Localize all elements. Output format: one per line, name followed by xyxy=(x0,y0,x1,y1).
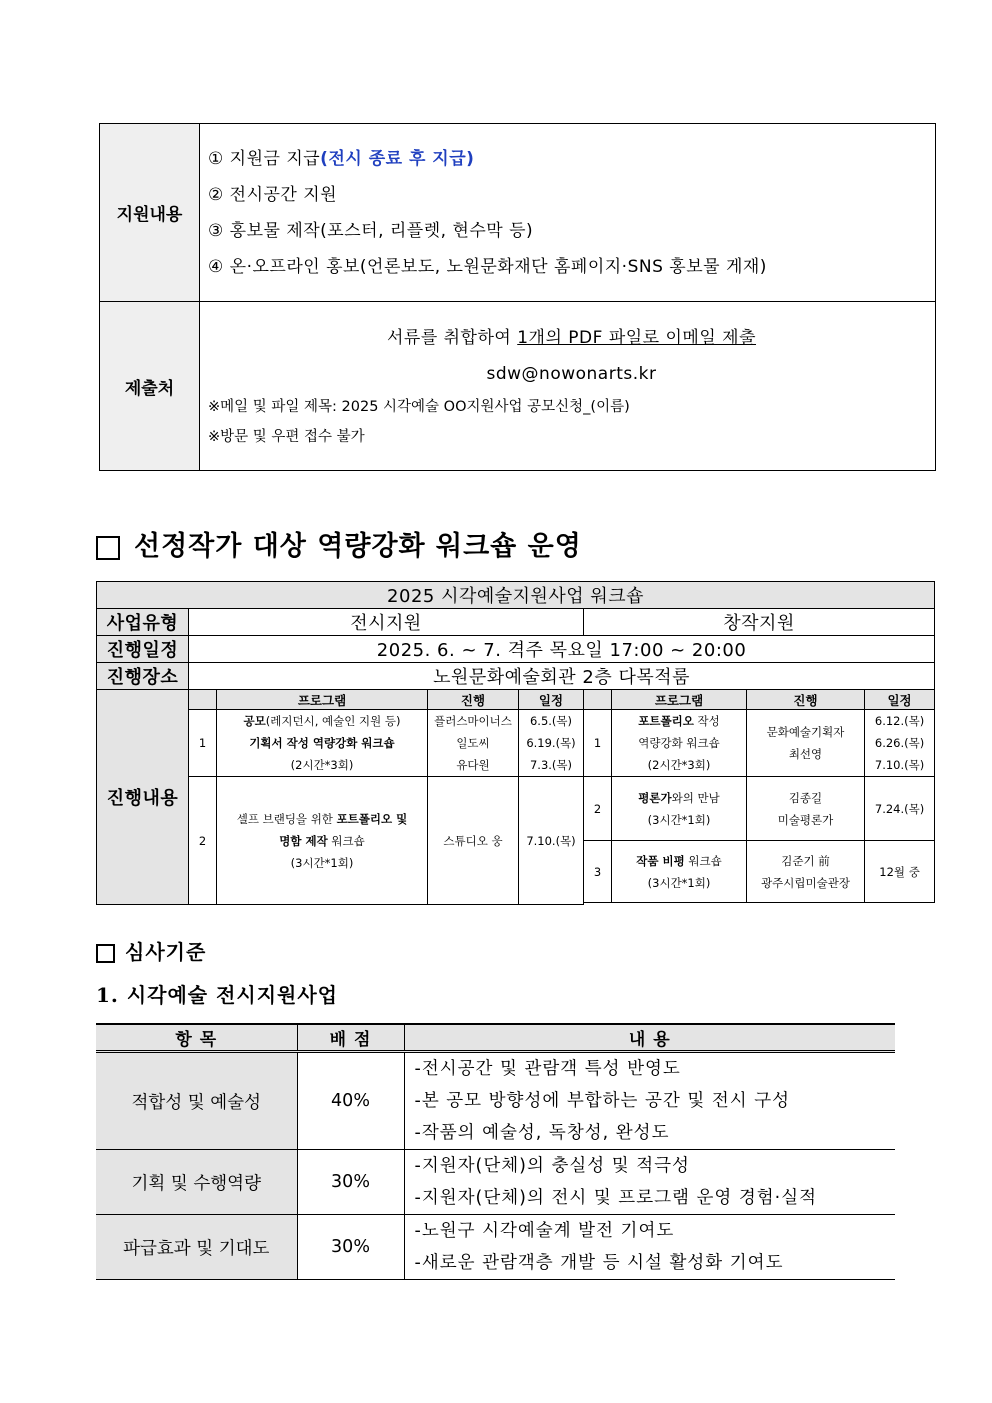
left-row-2-dates: 7.10.(목) xyxy=(519,777,584,905)
criteria-row-3-score: 30% xyxy=(297,1215,404,1280)
workshop-heading: 선정작가 대상 역량강화 워크숍 운영 xyxy=(96,524,582,563)
support-submission-table xyxy=(99,123,936,471)
right-row-3-program: 작품 비평 워크숍 (3시간*1회) xyxy=(612,841,747,903)
schedule-value: 2025. 6. ~ 7. 격주 목요일 17:00 ~ 20:00 xyxy=(189,636,935,663)
col-date-right: 일정 xyxy=(865,690,935,710)
left-row-2-lead: 스튜디오 웅 xyxy=(428,777,519,905)
content-label: 진행내용 xyxy=(97,690,189,905)
right-row-2-dates: 7.24.(목) xyxy=(865,777,935,841)
criteria-heading: 심사기준 xyxy=(96,936,206,965)
checkbox-square-icon xyxy=(96,944,115,963)
schedule-label: 진행일정 xyxy=(97,636,189,663)
submit-label: 제출처 xyxy=(100,302,200,471)
support-item-1: ① 지원금 지급(전시 종료 후 지급) xyxy=(208,148,475,169)
right-row-2-no: 2 xyxy=(584,777,612,841)
right-row-2-program: 평론가와의 만남 (3시간*1회) xyxy=(612,777,747,841)
venue-label: 진행장소 xyxy=(97,663,189,690)
header-score: 배 점 xyxy=(297,1024,404,1052)
right-row-3-no: 3 xyxy=(584,841,612,903)
col-lead-right: 진행 xyxy=(747,690,865,710)
workshop-table xyxy=(96,581,935,905)
submit-email[interactable]: sdw@nowonarts.kr xyxy=(486,364,657,384)
submit-note-1: ※메일 및 파일 제목: 2025 시각예술 OO지원사업 공모신청_(이름) xyxy=(208,399,630,415)
criteria-row-1-category: 적합성 및 예술성 xyxy=(96,1052,297,1150)
support-item-2: ② 전시공간 지원 xyxy=(208,184,338,205)
support-item-3: ③ 홍보물 제작(포스터, 리플렛, 현수막 등) xyxy=(208,220,534,241)
support-items xyxy=(200,124,936,302)
workshop-title: 2025 시각예술지원사업 워크숍 xyxy=(97,582,935,609)
criteria-row-1-items: -전시공간 및 관람객 특성 반영도 -본 공모 방향성에 부합하는 공간 및 전시 구성 -작품의 예술성, 독창성, 완성도 xyxy=(404,1052,895,1150)
support-item-4: ④ 온·오프라인 홍보(언론보도, 노원문화재단 홈페이지·SNS 홍보물 게재) xyxy=(208,256,767,277)
criteria-row-3-items: -노원구 시각예술계 발전 기여도 -새로운 관람객층 개발 등 시설 활성화 기여도 xyxy=(404,1215,895,1280)
submit-note-2: ※방문 및 우편 접수 불가 xyxy=(208,429,365,445)
venue-value: 노원문화예술회관 2층 다목적룸 xyxy=(189,663,935,690)
right-row-3-dates: 12월 중 xyxy=(865,841,935,903)
left-row-1-no: 1 xyxy=(189,710,217,777)
right-row-1-program: 포트폴리오 작성 역량강화 워크숍 (2시간*3회) xyxy=(612,710,747,777)
header-item: 항 목 xyxy=(96,1024,297,1052)
submit-instruction: 서류를 취합하여 1개의 PDF 파일로 이메일 제출 xyxy=(386,328,757,348)
col-date-left: 일정 xyxy=(519,690,584,710)
header-content: 내 용 xyxy=(404,1024,895,1052)
diagonal-cell-right xyxy=(584,690,612,710)
criteria-subheading: 1. 시각예술 전시지원사업 xyxy=(96,983,339,1007)
criteria-row-2-score: 30% xyxy=(297,1150,404,1215)
right-row-1-no: 1 xyxy=(584,710,612,777)
criteria-row-2-items: -지원자(단체)의 충실성 및 적극성 -지원자(단체)의 전시 및 프로그램 운영 경험·실적 xyxy=(404,1150,895,1215)
right-row-1-dates: 6.12.(목) 6.26.(목) 7.10.(목) xyxy=(865,710,935,777)
type-creation: 창작지원 xyxy=(584,609,935,636)
type-label: 사업유형 xyxy=(97,609,189,636)
criteria-row-2-category: 기획 및 수행역량 xyxy=(96,1150,297,1215)
left-row-2-no: 2 xyxy=(189,777,217,905)
criteria-table xyxy=(96,1023,895,1280)
criteria-row-3-category: 파급효과 및 기대도 xyxy=(96,1215,297,1280)
left-row-2-program: 셀프 브랜딩을 위한 포트폴리오 및 명함 제작 워크숍 (3시간*1회) xyxy=(217,777,428,905)
left-row-1-lead: 플러스마이너스 일도씨 유다원 xyxy=(428,710,519,777)
type-exhibition: 전시지원 xyxy=(189,609,584,636)
right-row-2-lead: 김종길 미술평론가 xyxy=(747,777,865,841)
submit-details xyxy=(200,302,936,471)
left-row-1-dates: 6.5.(목) 6.19.(목) 7.3.(목) xyxy=(519,710,584,777)
col-program-left: 프로그램 xyxy=(217,690,428,710)
right-row-1-lead: 문화예술기획자 최선영 xyxy=(747,710,865,777)
right-row-3-lead: 김준기 前 광주시립미술관장 xyxy=(747,841,865,903)
criteria-row-1-score: 40% xyxy=(297,1052,404,1150)
diagonal-cell-left xyxy=(189,690,217,710)
checkbox-square-icon xyxy=(96,536,120,560)
col-lead-left: 진행 xyxy=(428,690,519,710)
support-label: 지원내용 xyxy=(100,124,200,302)
left-row-1-program: 공모(레지던시, 예술인 지원 등) 기획서 작성 역량강화 워크숍 (2시간*3회) xyxy=(217,710,428,777)
col-program-right: 프로그램 xyxy=(612,690,747,710)
